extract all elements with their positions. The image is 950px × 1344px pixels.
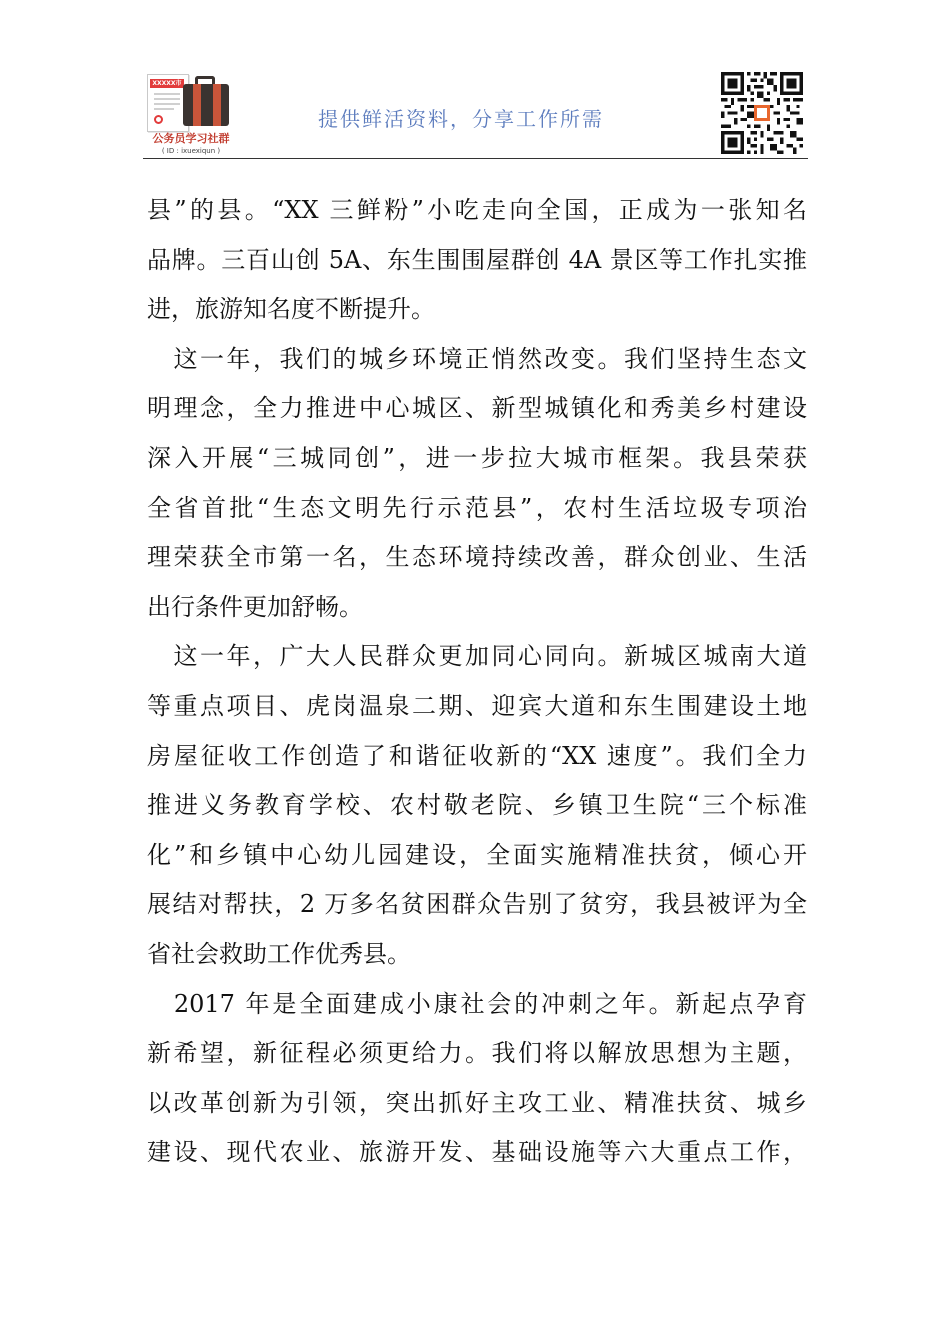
text-line: 建设、现代农业、旅游开发、基础设施等六大重点工作， — [147, 1138, 807, 1167]
text-line: 2017 年是全面建成小康社会的冲刺之年。新起点孕育 — [147, 989, 807, 1018]
header-divider — [143, 158, 808, 159]
text-line: 省社会救助工作优秀县。 — [147, 939, 411, 968]
header-slogan: 提供鲜活资料，分享工作所需 — [318, 107, 604, 131]
text-line: 房屋征收工作创造了和谐征收新的“XX 速度”。我们全力 — [147, 741, 807, 770]
text-line: 出行条件更加舒畅。 — [147, 592, 363, 621]
text-line: 深入开展“三城同创”，进一步拉大城市框架。我县荣获 — [147, 443, 807, 472]
page-header — [143, 70, 808, 162]
document-tag: XXXXX市 — [150, 79, 184, 88]
text-line: 明理念，全力推进中心城区、新型城镇化和秀美乡村建设 — [147, 394, 807, 423]
text-line: 展结对帮扶，2 万多名贫困群众告别了贫穷，我县被评为全 — [147, 890, 807, 919]
text-line: 县”的县。“XX 三鲜粉”小吃走向全国，正成为一张知名 — [147, 196, 807, 224]
qr-code-icon — [721, 72, 803, 154]
briefcase-icon — [183, 84, 229, 126]
text-line: 以改革创新为引领，突出抓好主攻工业、精准扶贫、城乡 — [147, 1088, 807, 1117]
document-body — [147, 186, 807, 1178]
seal-icon — [154, 115, 163, 124]
text-line: 推进义务教育学校、农村敬老院、乡镇卫生院“三个标准 — [147, 791, 807, 820]
text-line: 这一年，广大人民群众更加同心同向。新城区城南大道 — [147, 642, 807, 671]
text-line: 等重点项目、虎岗温泉二期、迎宾大道和东生围建设土地 — [147, 691, 807, 720]
logo-caption: 公务员学习社群 — [152, 132, 230, 145]
text-line: 进，旅游知名度不断提升。 — [147, 295, 435, 324]
logo — [143, 70, 243, 160]
text-line: 全省首批“生态文明先行示范县”，农村生活垃圾专项治 — [147, 493, 807, 522]
text-line: 这一年，我们的城乡环境正悄然改变。我们坚持生态文 — [147, 344, 807, 373]
logo-caption-sub: ( ID : ixuexiqun ) — [161, 147, 221, 155]
text-line: 理荣获全市第一名，生态环境持续改善，群众创业、生活 — [147, 543, 807, 572]
text-line: 品牌。三百山创 5A、东生围围屋群创 4A 景区等工作扎实推 — [147, 245, 807, 274]
text-line: 化”和乡镇中心幼儿园建设，全面实施精准扶贫，倾心开 — [147, 840, 807, 869]
text-line: 新希望，新征程必须更给力。我们将以解放思想为主题， — [147, 1039, 807, 1068]
